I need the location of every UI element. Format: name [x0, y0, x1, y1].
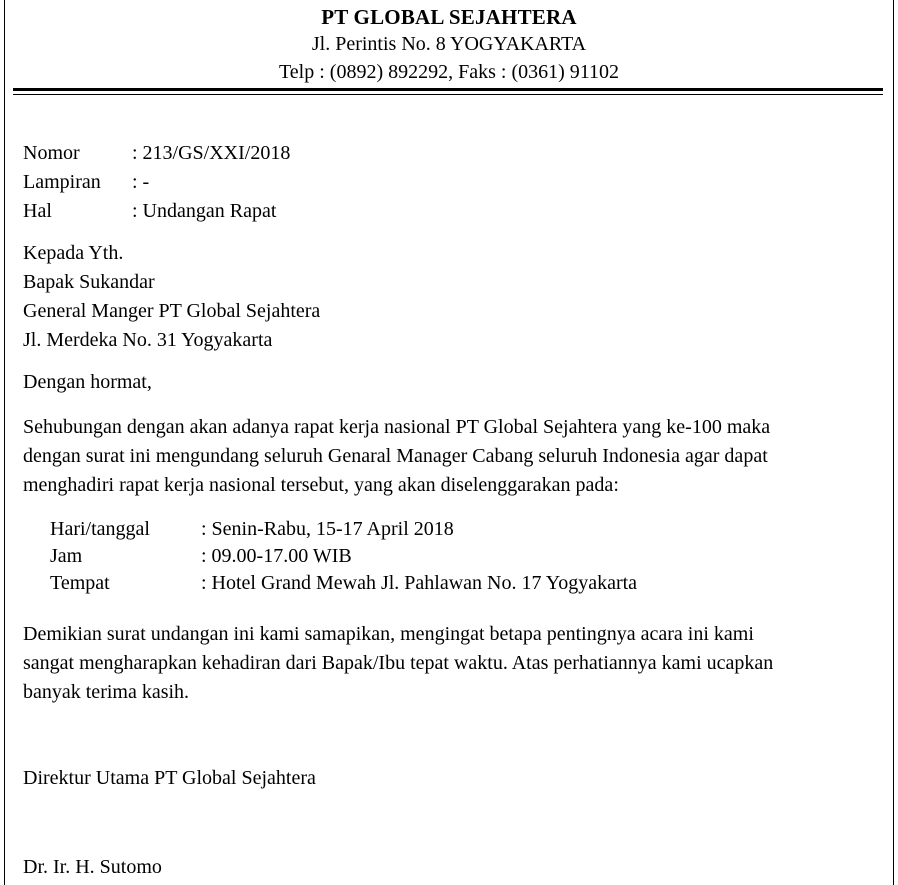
detail-label-time: Jam	[50, 545, 83, 567]
opening-paragraph	[23, 413, 893, 500]
letterhead-divider-thick	[13, 88, 883, 91]
detail-label-place: Tempat	[50, 572, 110, 594]
paragraph-line: banyak terima kasih.	[23, 681, 190, 703]
meta-value-hal: : Undangan Rapat	[132, 200, 277, 222]
meta-label-nomor: Nomor	[23, 142, 80, 164]
meta-value-lampiran: : -	[132, 171, 150, 193]
recipient-line: Kepada Yth.	[23, 242, 124, 264]
closing-paragraph	[23, 620, 893, 707]
company-address: Jl. Perintis No. 8 YOGYAKARTA	[311, 33, 587, 55]
company-contact: Telp : (0892) 892292, Faks : (0361) 91102	[278, 61, 620, 83]
letter-page	[4, 0, 894, 885]
meta-label-lampiran: Lampiran	[23, 171, 101, 193]
meta-value-nomor: : 213/GS/XXI/2018	[132, 142, 291, 164]
greeting: Dengan hormat,	[23, 371, 152, 393]
detail-value-time: : 09.00-17.00 WIB	[201, 545, 352, 567]
recipient-line: General Manger PT Global Sejahtera	[23, 300, 321, 322]
signatory-name: Dr. Ir. H. Sutomo	[23, 856, 162, 878]
recipient-line: Bapak Sukandar	[23, 271, 155, 293]
detail-value-date: : Senin-Rabu, 15-17 April 2018	[201, 518, 454, 540]
paragraph-line: menghadiri rapat kerja nasional tersebut, yang akan diselenggarakan pada:	[23, 474, 619, 496]
paragraph-line: Demikian surat undangan ini kami samapikan, mengingat betapa pentingnya acara ini kami	[23, 623, 754, 645]
detail-value-place: : Hotel Grand Mewah Jl. Pahlawan No. 17 Yogyakarta	[201, 572, 638, 594]
paragraph-line: dengan surat ini mengundang seluruh Genaral Manager Cabang seluruh Indonesia agar dapat	[23, 445, 768, 467]
paragraph-line: sangat mengharapkan kehadiran dari Bapak/Ibu tepat waktu. Atas perhatiannya kami ucapkan	[23, 652, 774, 674]
paragraph-line: Sehubungan dengan akan adanya rapat kerja nasional PT Global Sejahtera yang ke-100 maka	[23, 416, 771, 438]
meta-label-hal: Hal	[23, 200, 52, 222]
detail-label-date: Hari/tanggal	[50, 518, 150, 540]
letterhead-divider-thin	[13, 94, 883, 95]
signatory-position: Direktur Utama PT Global Sejahtera	[23, 767, 316, 789]
company-name: PT GLOBAL SEJAHTERA	[321, 5, 577, 29]
recipient-line: Jl. Merdeka No. 31 Yogyakarta	[23, 329, 273, 351]
